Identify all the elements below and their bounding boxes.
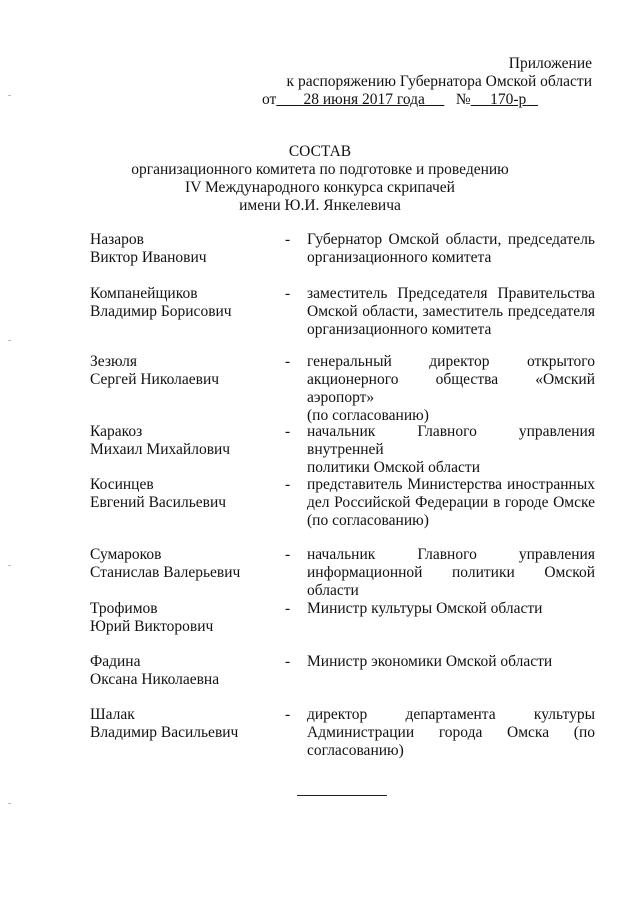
member-surname: Каракоз <box>90 423 143 440</box>
member-name <box>90 353 285 389</box>
scan-mark <box>8 565 11 566</box>
member-given-names: Сергей Николаевич <box>90 371 220 388</box>
scan-mark <box>8 803 11 804</box>
member-row <box>90 423 595 477</box>
member-role <box>307 476 595 530</box>
member-role <box>307 231 595 267</box>
member-role <box>307 353 595 425</box>
member-row <box>90 653 595 689</box>
member-role <box>307 423 595 477</box>
member-surname: Фадина <box>90 653 141 670</box>
member-name <box>90 706 285 742</box>
member-role-line: Губернатор Омской области, председатель <box>307 231 595 248</box>
document-title <box>0 143 640 215</box>
member-role-line: (по согласованию) <box>307 407 429 424</box>
member-role <box>307 285 595 339</box>
member-role-line: генеральный директор открытого <box>307 353 595 370</box>
member-role <box>307 706 595 760</box>
title-line-3: имени Ю.И. Янкелевича <box>239 197 401 214</box>
member-dash: - <box>285 706 291 723</box>
member-name <box>90 423 285 459</box>
member-row <box>90 285 595 339</box>
member-given-names: Владимир Васильевич <box>90 724 239 741</box>
member-surname: Сумароков <box>90 546 162 563</box>
member-surname: Трофимов <box>90 600 158 617</box>
member-row <box>90 353 595 425</box>
member-role-line: организационного комитета <box>307 249 492 266</box>
member-role-line: (по согласованию) <box>307 512 429 529</box>
member-role-line: Министр культуры Омской области <box>307 600 543 617</box>
member-role-line: дел Российской Федерации в городе Омске <box>307 494 595 511</box>
member-given-names: Евгений Васильевич <box>90 494 227 511</box>
member-dash: - <box>285 653 291 670</box>
member-name <box>90 476 285 512</box>
date-value: 28 июня 2017 года <box>303 91 425 108</box>
scan-mark <box>8 340 11 341</box>
member-role <box>307 600 595 618</box>
member-role-line: представитель Министерства иностранных <box>307 476 595 493</box>
member-role-line: начальник Главного управления внутренней <box>307 423 595 458</box>
member-role-line: Омской области, заместитель председателя <box>307 303 595 320</box>
number-prefix: № <box>455 91 471 108</box>
member-role-line: согласованию) <box>307 742 404 759</box>
member-surname: Зезюля <box>90 353 138 370</box>
member-dash: - <box>285 546 291 563</box>
date-prefix: от <box>262 91 277 108</box>
appendix-label: Приложение <box>508 55 592 72</box>
member-surname: Назаров <box>90 231 144 248</box>
member-row <box>90 546 595 600</box>
member-given-names: Юрий Викторович <box>90 618 214 635</box>
title-line-1: организационного комитета по подготовке и проведению <box>131 161 509 178</box>
member-name <box>90 653 285 689</box>
member-name <box>90 231 285 267</box>
member-role-line: организационного комитета <box>307 321 492 338</box>
member-row <box>90 706 595 760</box>
member-dash: - <box>285 423 291 440</box>
member-given-names: Михаил Михайлович <box>90 441 231 458</box>
member-role-line: заместитель Председателя Правительства <box>307 285 595 302</box>
member-name <box>90 285 285 321</box>
member-role-line: политики Омской области <box>307 459 480 476</box>
member-given-names: Владимир Борисович <box>90 303 232 320</box>
member-row <box>90 600 595 636</box>
member-row <box>90 476 595 530</box>
end-separator-line <box>297 795 387 796</box>
member-surname: Косинцев <box>90 476 154 493</box>
number-value: 170-р <box>490 91 527 108</box>
member-role-line: информационной политики Омской области <box>307 564 595 599</box>
appendix-reference: к распоряжению Губернатора Омской области <box>286 73 592 90</box>
member-role <box>307 653 595 671</box>
member-role-line: Администрации города Омска (по <box>307 724 595 741</box>
member-role-line: директор департамента культуры <box>307 706 595 723</box>
member-name <box>90 546 285 582</box>
member-surname: Компанейщиков <box>90 285 198 302</box>
member-dash: - <box>285 231 291 248</box>
member-dash: - <box>285 353 291 370</box>
member-given-names: Оксана Николаевна <box>90 671 220 688</box>
member-role <box>307 546 595 600</box>
appendix-header <box>262 55 592 109</box>
member-row <box>90 231 595 267</box>
member-role-line: начальник Главного управления <box>307 546 595 563</box>
appendix-date-line <box>262 91 592 109</box>
member-given-names: Станислав Валерьевич <box>90 564 241 581</box>
scan-mark <box>8 95 11 96</box>
member-dash: - <box>285 285 291 302</box>
member-dash: - <box>285 476 291 493</box>
member-role-line: Министр экономики Омской области <box>307 653 553 670</box>
member-name <box>90 600 285 636</box>
title-main: СОСТАВ <box>288 143 352 160</box>
title-line-2: IV Международного конкурса скрипачей <box>185 179 455 196</box>
member-given-names: Виктор Иванович <box>90 249 207 266</box>
member-role-line: акционерного общества «Омский аэропорт» <box>307 371 595 406</box>
member-dash: - <box>285 600 291 617</box>
member-surname: Шалак <box>90 706 135 723</box>
